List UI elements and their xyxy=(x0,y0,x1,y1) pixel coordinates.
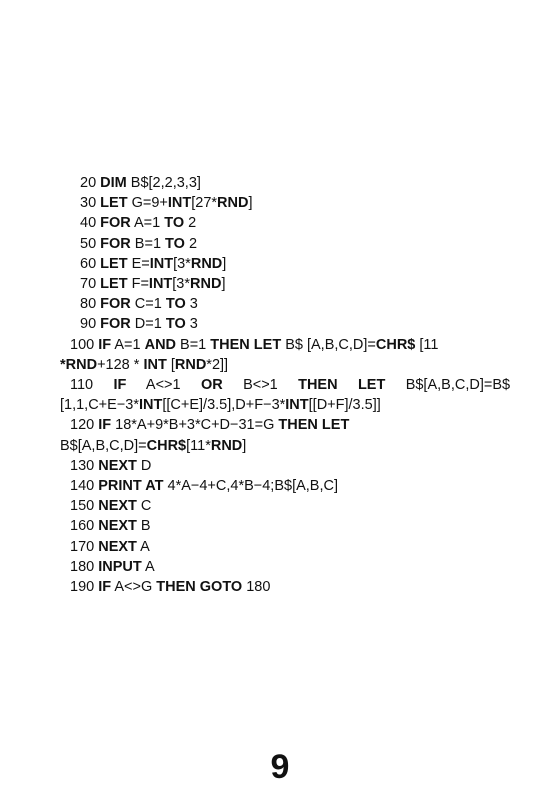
code-text: ] xyxy=(242,437,247,454)
keyword: INT xyxy=(167,195,192,212)
code-text: A<>1 xyxy=(145,377,181,394)
code-text: ] xyxy=(222,255,227,272)
code-line-120 xyxy=(60,415,510,435)
code-text: D xyxy=(136,457,152,474)
keyword: OR xyxy=(200,377,223,394)
code-line-180 xyxy=(60,557,510,577)
code-text: F= xyxy=(127,276,149,293)
code-line-110 xyxy=(60,375,510,395)
keyword: THEN xyxy=(278,417,318,434)
code-text: [27* xyxy=(191,195,218,212)
code-text: [[D+F]/3.5]] xyxy=(308,397,381,414)
line-number: 50 xyxy=(80,235,97,252)
keyword: RND xyxy=(217,195,249,212)
code-text: ] xyxy=(221,276,226,293)
line-number: 150 xyxy=(70,498,95,515)
keyword: RND xyxy=(65,356,98,373)
code-text: [3* xyxy=(172,276,191,293)
line-number: 190 xyxy=(70,579,95,596)
code-text: 2 xyxy=(184,235,198,252)
code-text: C=1 xyxy=(130,296,166,313)
code-line-90 xyxy=(60,314,510,334)
code-text: [ xyxy=(166,356,175,373)
code-line-190 xyxy=(60,577,510,597)
code-text: * xyxy=(60,356,66,373)
code-text: B=1 xyxy=(176,336,211,353)
code-text: B xyxy=(136,518,151,535)
line-number: 20 xyxy=(80,175,97,191)
line-number: 140 xyxy=(70,478,95,495)
line-number: 100 xyxy=(70,336,95,353)
keyword: LET xyxy=(100,195,128,212)
keyword: INT xyxy=(285,397,309,414)
keyword: AND xyxy=(144,336,177,353)
code-text: [11 xyxy=(415,336,439,353)
line-number: 170 xyxy=(70,538,95,555)
keyword: NEXT xyxy=(98,518,137,535)
code-line-40 xyxy=(60,213,510,233)
keyword: CHR$ xyxy=(375,336,416,353)
code-text: 3 xyxy=(185,296,198,313)
keyword: NEXT xyxy=(98,457,137,474)
line-number: 30 xyxy=(80,195,97,212)
code-line-60 xyxy=(60,254,510,274)
code-line-160 xyxy=(60,516,510,536)
keyword: LET xyxy=(357,377,386,394)
code-text: 4*A−4+C,4*B−4;B$[A,B,C] xyxy=(163,478,338,495)
keyword: TO xyxy=(164,215,185,232)
code-line-130 xyxy=(60,456,510,476)
code-line-20 xyxy=(60,173,510,193)
keyword: THEN xyxy=(298,377,338,394)
code-text: A=1 xyxy=(130,215,165,232)
keyword: RND xyxy=(190,276,222,293)
keyword: INT xyxy=(143,356,167,373)
keyword: RND xyxy=(174,356,207,373)
code-line-170 xyxy=(60,537,510,557)
keyword: CHR$ xyxy=(146,437,187,454)
code-text: B=1 xyxy=(130,235,166,252)
code-line-80 xyxy=(60,294,510,314)
keyword: INT xyxy=(149,255,174,272)
keyword: TO xyxy=(165,235,185,252)
line-number: 60 xyxy=(80,255,97,272)
code-text: 180 xyxy=(242,579,271,596)
code-text: B$[A,B,C,D]= xyxy=(60,437,147,454)
code-text: G=9+ xyxy=(127,195,168,212)
code-text: [3* xyxy=(173,255,191,272)
keyword: RND xyxy=(210,437,243,454)
code-text: B$[2,2,3,3] xyxy=(126,175,201,191)
line-number: 110 xyxy=(70,377,94,394)
code-text: [[C+E]/3.5],D+F−3* xyxy=(162,397,286,414)
page-number: 9 xyxy=(270,748,290,786)
code-line-120-continuation xyxy=(60,436,510,456)
code-text: B$[A,B,C,D]=B$ xyxy=(405,377,511,394)
code-text: B<>1 xyxy=(243,377,278,394)
code-line-150 xyxy=(60,496,510,516)
code-text: C xyxy=(136,498,152,515)
line-number: 160 xyxy=(70,518,95,535)
program-listing xyxy=(60,173,510,597)
keyword: LET xyxy=(100,255,128,272)
keyword: PRINT AT xyxy=(98,478,164,495)
code-text: D=1 xyxy=(130,316,166,333)
keyword: TO xyxy=(165,316,186,333)
keyword: NEXT xyxy=(98,498,137,515)
code-line-70 xyxy=(60,274,510,294)
keyword: RND xyxy=(190,255,223,272)
code-text: A xyxy=(136,538,150,555)
line-number: 80 xyxy=(80,296,97,313)
code-text: A xyxy=(141,558,155,575)
code-line-50 xyxy=(60,234,510,254)
keyword: NEXT xyxy=(98,538,137,555)
line-number: 130 xyxy=(70,457,95,474)
code-line-100 xyxy=(60,335,510,355)
keyword: FOR xyxy=(100,215,131,232)
line-number: 70 xyxy=(80,276,97,293)
keyword: FOR xyxy=(100,235,131,252)
code-text: 18*A+9*B+3*C+D−31=G xyxy=(111,417,279,434)
keyword: IF xyxy=(113,377,127,394)
keyword: INT xyxy=(139,397,163,414)
code-line-100-continuation xyxy=(60,355,510,375)
code-text: ] xyxy=(248,195,253,212)
code-text: A<>G xyxy=(111,579,157,596)
keyword: TO xyxy=(165,296,186,313)
keyword: IF xyxy=(98,336,112,353)
code-text: [11* xyxy=(186,437,211,454)
code-text: 2 xyxy=(184,215,197,232)
keyword: INT xyxy=(148,276,173,293)
line-number: 180 xyxy=(70,558,95,575)
keyword: IF xyxy=(98,417,112,434)
keyword: INPUT xyxy=(98,558,142,575)
code-text: A=1 xyxy=(111,336,145,353)
keyword: LET xyxy=(100,276,128,293)
code-text: B$ [A,B,C,D]= xyxy=(281,336,376,353)
code-text: *2]] xyxy=(206,356,229,373)
code-text: +128 * xyxy=(97,356,144,373)
keyword: LET xyxy=(253,336,282,353)
line-number: 90 xyxy=(80,316,97,333)
code-line-30 xyxy=(60,193,510,213)
keyword: FOR xyxy=(100,316,131,333)
line-number: 40 xyxy=(80,215,97,232)
keyword: THEN GOTO xyxy=(156,579,243,596)
keyword: IF xyxy=(98,579,112,596)
keyword: THEN xyxy=(210,336,250,353)
code-line-110-continuation xyxy=(60,395,510,415)
line-number: 120 xyxy=(70,417,95,434)
keyword: FOR xyxy=(100,296,131,313)
code-line-140 xyxy=(60,476,510,496)
code-text: [1,1,C+E−3* xyxy=(60,397,139,414)
code-text: E= xyxy=(127,255,150,272)
keyword: LET xyxy=(321,417,350,434)
keyword: DIM xyxy=(100,175,127,191)
code-text: 3 xyxy=(185,316,198,333)
